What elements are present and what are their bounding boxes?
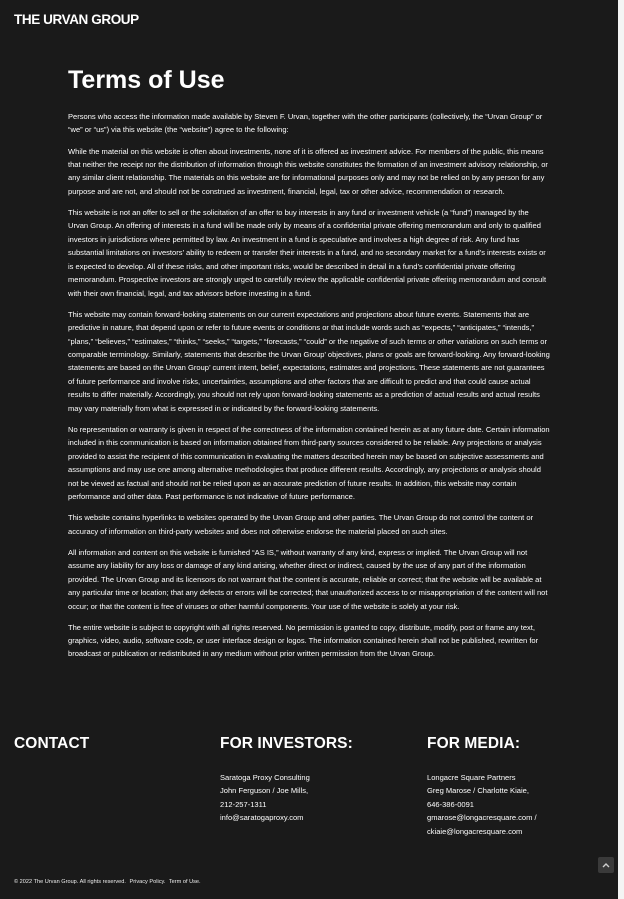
contact-column bbox=[14, 734, 89, 771]
terms-of-use-link[interactable]: Term of Use. bbox=[168, 879, 201, 885]
site-logo[interactable]: THE URVAN GROUP bbox=[14, 12, 139, 27]
terms-paragraph: While the material on this website is often about investments, none of it is offered as investment advice. For members of the public, this means that neither the receipt nor the distribution of information through this website constitutes the formation of an investment advisory relationship, or any similar client relationship. The materials on this website are for informational purposes only and may not be relied on by any person for any purpose and are not, and should not be construed as investment, financial, legal, tax or other advice, recommendation or research. bbox=[68, 146, 548, 196]
contact-heading: CONTACT bbox=[14, 735, 90, 752]
terms-paragraph: Persons who access the information made available by Steven F. Urvan, together with the other participants (collectively, the “Urvan Group” or “we” or “us”) via this website (the “website”) agree to the following: bbox=[68, 112, 543, 135]
media-company: Longacre Square Partners bbox=[427, 773, 516, 782]
terms-paragraph: This website contains hyperlinks to websites operated by the Urvan Group and other parties. The Urvan Group do not control the content or accuracy of information on third-party websites and does not otherwise endorse the material placed on such sites. bbox=[68, 513, 534, 536]
chevron-up-icon bbox=[602, 862, 610, 868]
terms-content bbox=[68, 110, 550, 669]
investors-column bbox=[220, 734, 353, 825]
investors-phone[interactable]: 212-257-1311 bbox=[220, 799, 267, 809]
investors-company: Saratoga Proxy Consulting bbox=[220, 773, 310, 782]
media-contacts: Greg Marose / Charlotte Kiaie, bbox=[427, 786, 529, 796]
investors-contacts: John Ferguson / Joe Mills, bbox=[220, 786, 309, 796]
site-footer bbox=[14, 879, 203, 885]
privacy-policy-link[interactable]: Privacy Policy. bbox=[129, 879, 166, 885]
terms-paragraph: This website is not an offer to sell or the solicitation of an offer to buy interests in any fund or investment vehicle (a “fund”) managed by the Urvan Group. An offering of interests in a fund will be made only by means of a confidential private offering memorandum and only to qualified investors in jurisdictions where permitted by law. An investment in a fund is speculative and involves a high degree of risk. Any fund has substantial limitations on investors’ ability to redeem or transfer their interests in a fund, and no secondary market for a fund’s interests exists or is expected to develop. All of these risks, and other important risks, would be described in detail in a fund’s confidential private offering memorandum. Prospective investors are strongly urged to carefully review the applicable confidential private offering memorandum and consult with their own financial, legal, and tax advisors before investing in a fund. bbox=[68, 207, 547, 298]
media-email-1[interactable]: gmarose@longacresquare.com / bbox=[427, 813, 537, 823]
investors-email[interactable]: info@saratogaproxy.com bbox=[220, 813, 304, 823]
terms-paragraph: This website may contain forward-looking statements on our current expectations and projections about future events. Statements that are predictive in nature, that depend upon or refer to future events or conditions or that include words such as “expects,” “anticipates,” “intends,” “plans,” “believes,” “estimates,” “thinks,” “seeks,” “targets,” “forecasts,” “could” or the negative of such terms or other variations on such terms or comparable terminology. Similarly, statements that describe the Urvan Group’ objectives, plans or goals are forward-looking. Any forward-looking statements are based on the Urvan Group’ current intent, belief, expectations, estimates and projections. These statements are not guarantees of future performance and involve risks, uncertainties, assumptions and other factors that are difficult to predict and that could cause actual results to differ materially. Accordingly, you should not rely upon forward-looking statements as a prediction of actual results and actual results may vary materially from what is expressed in or indicated by the forward-looking statements. bbox=[68, 309, 550, 413]
media-phone[interactable]: 646-386-0091 bbox=[427, 799, 474, 809]
media-email-2[interactable]: ckiaie@longacresquare.com bbox=[427, 826, 523, 836]
page-title: Terms of Use bbox=[68, 66, 225, 94]
footer-copyright: © 2022 The Urvan Group. All rights reserved. bbox=[14, 879, 126, 885]
terms-paragraph: All information and content on this website is furnished “AS IS,” without warranty of any kind, express or implied. The Urvan Group will not assume any liability for any loss or damage of any kind arising, whether direct or indirect, caused by the use of any part of the information provided. The Urvan Group and its licensors do not warrant that the content is accurate, reliable or correct; that the website will be available at any particular time or location; that any defects or errors will be corrected; that unauthorized access to or misappropriation of the content will not occur; or that the content is free of viruses or other harmful components. Your use of the website is solely at your risk. bbox=[68, 547, 548, 611]
media-heading: FOR MEDIA: bbox=[427, 735, 521, 752]
media-column bbox=[427, 734, 537, 838]
terms-paragraph: The entire website is subject to copyright with all rights reserved. No permission is granted to copy, distribute, modify, post or frame any text, graphics, video, audio, software code, or user interface design or logos. The information contained herein shall not be published, rewritten for broadcast or publication or redistributed in any medium without prior written permission from the Urvan Group. bbox=[68, 622, 539, 659]
scrollbar-thumb[interactable] bbox=[618, 0, 624, 899]
scroll-to-top-button[interactable] bbox=[598, 857, 614, 873]
investors-heading: FOR INVESTORS: bbox=[220, 735, 353, 752]
terms-paragraph: No representation or warranty is given in respect of the correctness of the information contained herein as at any future date. Certain information included in this communication is based on information obtained from third-party sources considered to be reliable. Any projections or analysis provided to assist the recipient of this communication in evaluating the matters described herein may be based on subjective assessments and assumptions and may use one among alternative methodologies that produce different results. Accordingly, any projections or analysis should not be viewed as factual and should not be relied upon as an accurate prediction of future results. In addition, this website may contain performance and other data. Past performance is not indicative of future performance. bbox=[68, 424, 550, 502]
